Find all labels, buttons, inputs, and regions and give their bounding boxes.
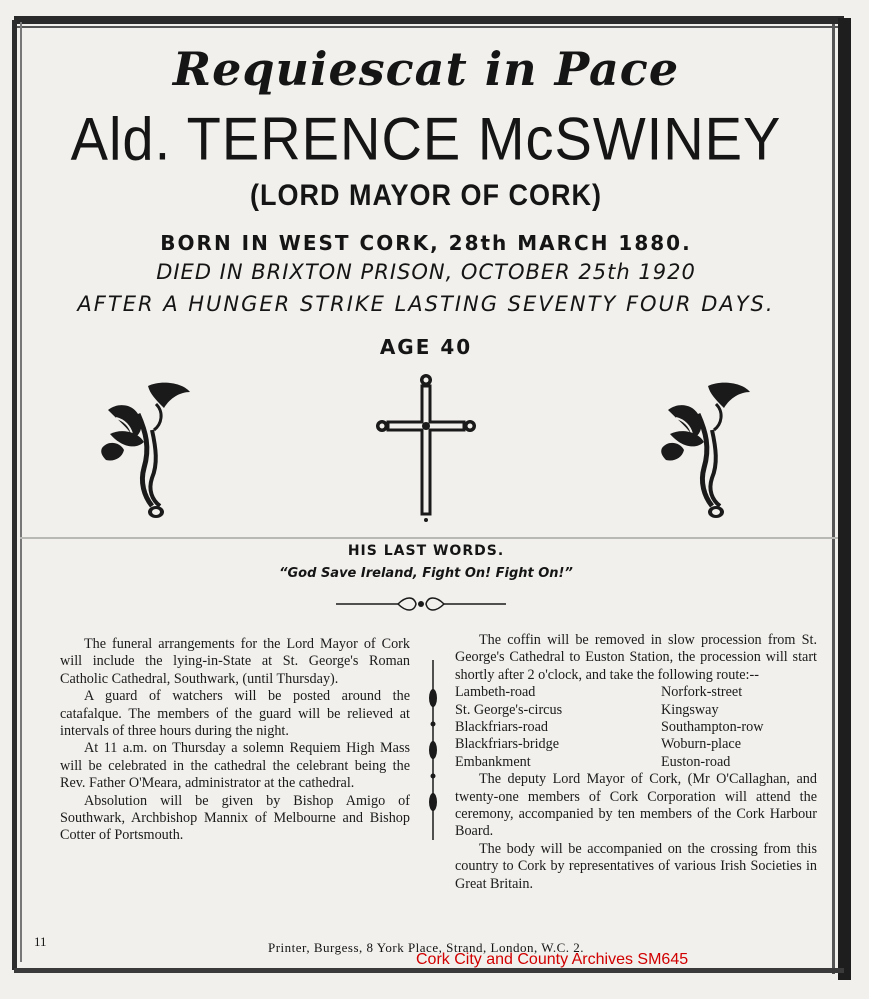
age-line: AGE 40 [379,335,473,359]
paragraph: Absolution will be given by Bishop Amigo of Southwark, Archbishop Mannix of Melbourne and Bishop Cotter of Portsmouth. [60,792,410,844]
right-border-inner [832,24,835,974]
name-heading: Ald. TERENCE McSWINEY [70,104,782,173]
route-stop: Euston-road [661,753,731,770]
paragraph: A guard of watchers will be posted around the catafalque. The members of the guard will be relieved at intervals of three hours during the night. [60,688,410,740]
route-stop: Lambeth-road [455,684,536,701]
cross-ornament [376,372,476,522]
divider-ornament [336,596,506,612]
hunger-strike-line: AFTER A HUNGER STRIKE LASTING SEVENTY FOUR DAYS. [77,292,775,316]
printer-imprint: Printer, Burgess, 8 York Place, Strand, London, W.C. 2. [268,940,584,955]
top-border [14,16,844,24]
procession-column [455,632,817,893]
last-words-quote: “God Save Ireland, Fight On! Fight On!” [279,566,573,581]
paragraph: The coffin will be removed in slow procession from St. George's Cathedral to Euston Station, the procession will start shortly after 2 o'clock, and take the following route:-- [455,632,817,683]
paragraph: The funeral arrangements for the Lord Mayor of Cork will include the lying-in-State at St. George's Roman Catholic Cathedral, Southwark, (until Thursday). [60,636,410,687]
top-border-inner [14,26,844,28]
funeral-arrangements-column [60,636,410,845]
vertical-rule-ornament [426,660,440,840]
route-stop: Norfork-street [661,684,743,701]
route-stop: St. George's-circus [455,701,563,718]
route-stop: Blackfriars-bridge [455,736,559,753]
left-border [12,20,17,970]
born-line: BORN IN WEST CORK, 28th MARCH 1880. [160,231,692,255]
route-stop: Kingsway [661,701,719,718]
right-border [838,18,851,980]
paragraph: The body will be accompanied on the crossing from this country to Cork by representatives of various Irish Societies in Great Britain. [455,840,817,892]
route-stop: Southampton-row [661,719,764,736]
route-stop: Embankment [455,753,531,770]
last-words-heading: HIS LAST WORDS. [347,543,505,559]
route-stop: Woburn-place [661,736,742,753]
route-stop: Blackfriars-road [455,719,548,736]
lily-flower-ornament-right [658,378,754,526]
fold-line [20,537,838,539]
lily-flower-ornament-left [98,378,194,526]
died-line: DIED IN BRIXTON PRISON, OCTOBER 25th 1920 [156,260,696,284]
paragraph: The deputy Lord Mayor of Cork, (Mr O'Callaghan, and twenty-one members of Cork Corporation will attend the ceremony, accompanied by ten members of the Cork Harbour Board. [455,771,817,840]
procession-route [455,684,817,771]
archive-watermark: Cork City and County Archives SM645 [416,951,689,968]
requiescat-heading: Requiescat in Pace [172,42,680,96]
corner-mark: 11 [34,934,47,949]
paragraph: At 11 a.m. on Thursday a solemn Requiem High Mass will be celebrated in the cathedral the celebrant being the Rev. Father O'Meara, administrator at the cathedral. [60,740,410,792]
title-subheading: (LORD MAYOR OF CORK) [250,178,602,212]
